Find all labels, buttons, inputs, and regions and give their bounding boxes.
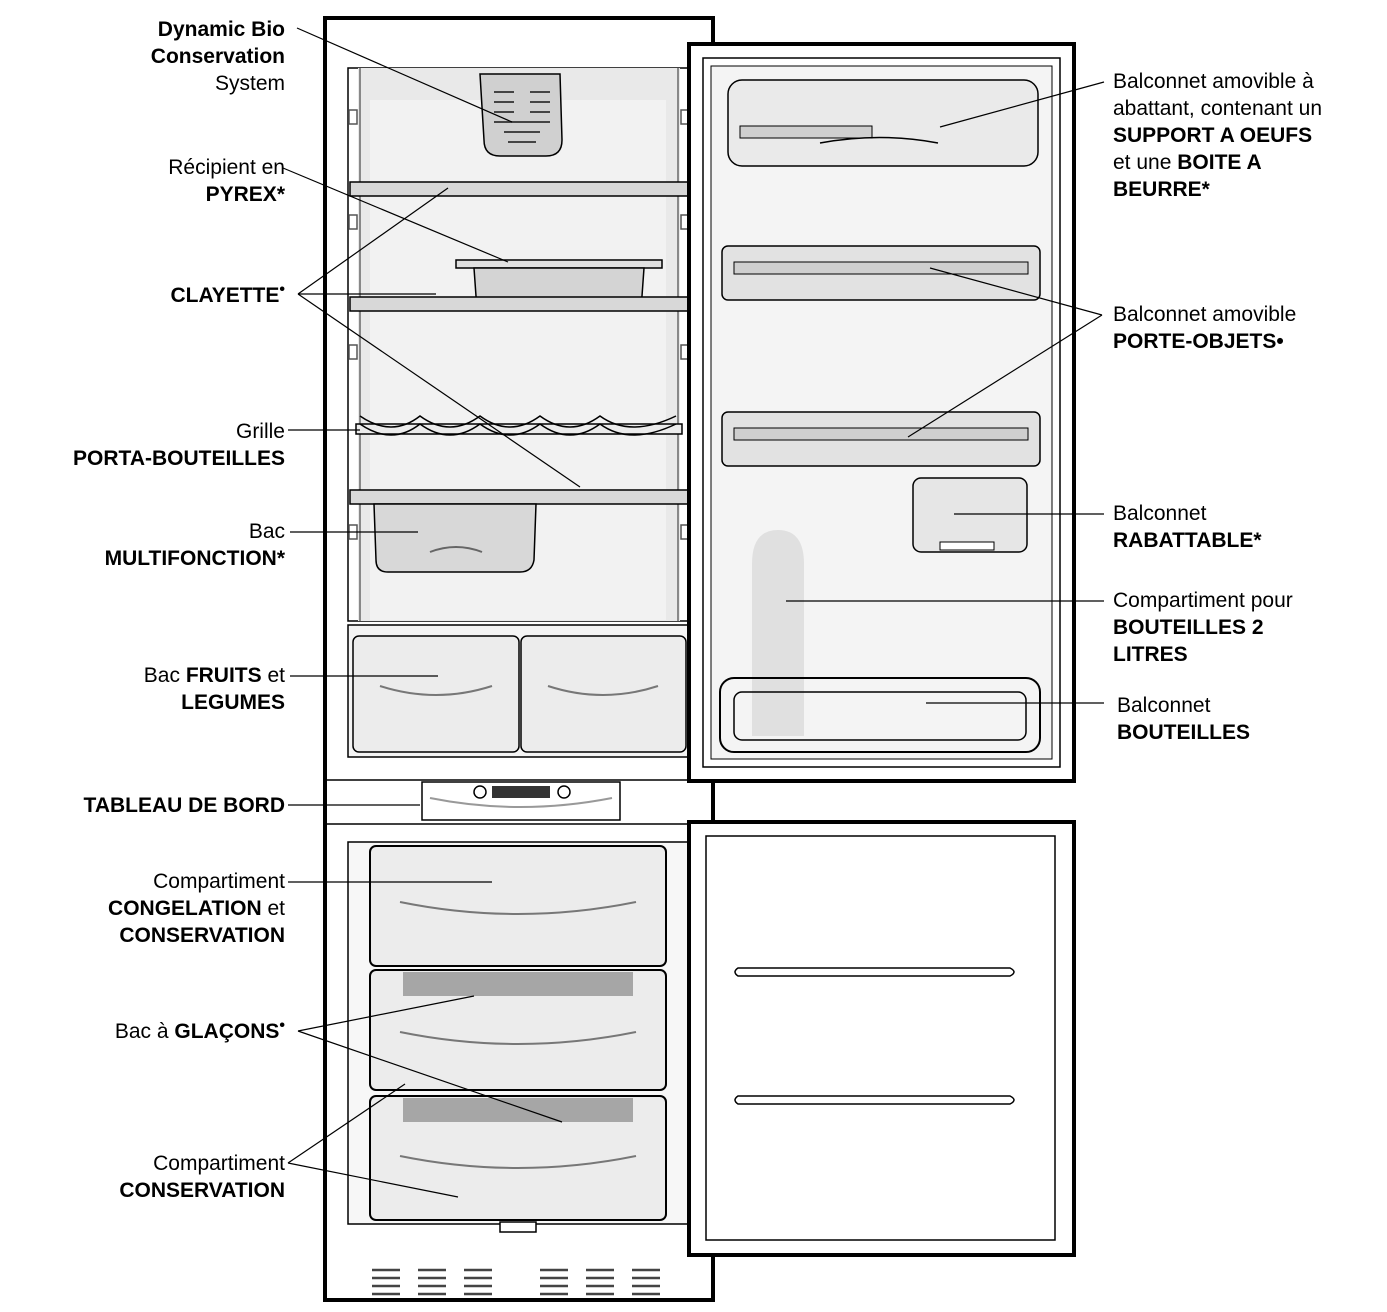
dynamic-bio-unit bbox=[480, 74, 562, 156]
upper-door bbox=[689, 44, 1074, 781]
crisper-drawer-left bbox=[353, 636, 519, 752]
label-tableau-de-bord: TABLEAU DE BORD bbox=[83, 794, 285, 817]
shelf bbox=[350, 182, 688, 196]
label-fruits-legumes: Bac FRUITS et LEGUMES bbox=[143, 664, 285, 714]
label-dynamic-bio: Dynamic Bio Conservation System bbox=[150, 18, 285, 95]
label-conservation: Compartiment CONSERVATION bbox=[119, 1152, 285, 1202]
bottle-compartment bbox=[752, 530, 804, 736]
multifonction-box bbox=[374, 504, 536, 572]
lower-door bbox=[689, 822, 1074, 1255]
label-pyrex: Récipient en PYREX* bbox=[168, 156, 285, 206]
label-glacons: Bac à GLAÇONS• bbox=[114, 1017, 285, 1043]
shelf bbox=[350, 490, 688, 504]
crisper-drawer-right bbox=[521, 636, 686, 752]
label-clayette: CLAYETTE• bbox=[170, 281, 285, 307]
label-congelation: Compartiment CONGELATION et CONSERVATION bbox=[108, 870, 285, 947]
freezer-drawer-middle bbox=[370, 970, 666, 1090]
label-porte-objets: Balconnet amovible PORTE-OBJETS• bbox=[1113, 303, 1297, 353]
egg-balconnet bbox=[728, 80, 1038, 166]
control-panel bbox=[422, 782, 620, 820]
shelf bbox=[350, 297, 688, 311]
label-rabattable: Balconnet RABATTABLE* bbox=[1113, 502, 1262, 552]
freezer-drawer-top bbox=[370, 846, 666, 966]
porte-objets-balconnet-lower bbox=[722, 412, 1040, 466]
porte-objets-balconnet bbox=[722, 246, 1040, 300]
label-balconnet-bouteilles: Balconnet BOUTEILLES bbox=[1117, 694, 1251, 744]
freezer-drawer-bottom bbox=[370, 1096, 666, 1220]
pyrex-dish bbox=[456, 260, 662, 300]
label-balconnet-oeufs: Balconnet amovible à abattant, contenant un SUPPORT A OEUFS et une BOITE A BEURRE* bbox=[1113, 70, 1323, 201]
rabattable-balconnet bbox=[913, 478, 1027, 552]
label-bouteilles-2l: Compartiment pour BOUTEILLES 2 LITRES bbox=[1113, 589, 1293, 666]
label-grille: Grille PORTA-BOUTEILLES bbox=[73, 420, 285, 470]
label-multifonction: Bac MULTIFONCTION* bbox=[104, 520, 285, 570]
